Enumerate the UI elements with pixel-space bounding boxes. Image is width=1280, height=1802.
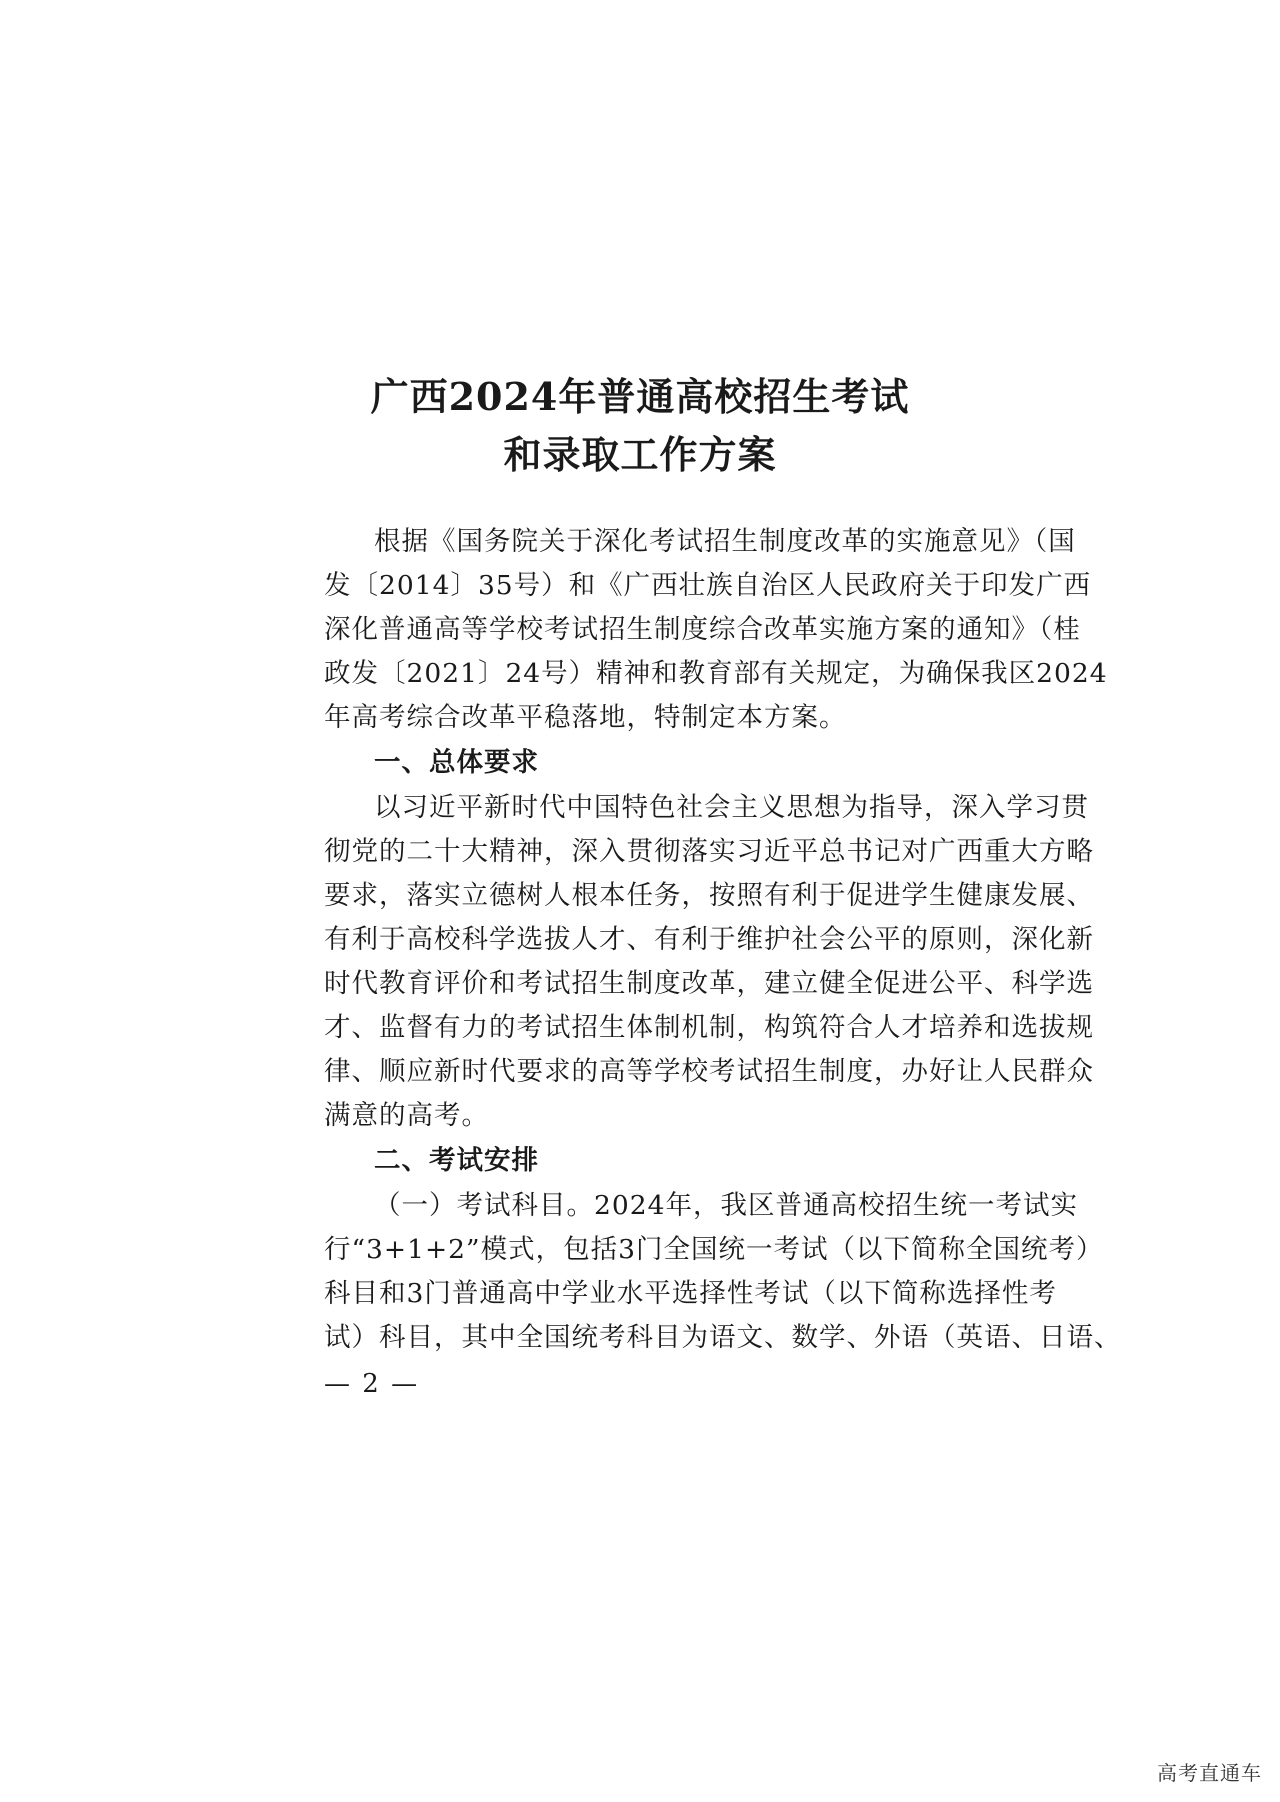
intro-line: 发〔2014〕35号）和《广西壮族自治区人民政府关于印发广西 bbox=[324, 570, 1092, 601]
intro-line: 年高考综合改革平稳落地，特制定本方案。 bbox=[324, 702, 847, 733]
section1-line: 律、顺应新时代要求的高等学校考试招生制度，办好让人民群众 bbox=[324, 1056, 1094, 1087]
intro-line: 政发〔2021〕24号）精神和教育部有关规定，为确保我区2024 bbox=[324, 658, 1108, 689]
section2-line: 行“3+1+2”模式，包括3门全国统一考试（以下简称全国统考） bbox=[324, 1234, 1104, 1265]
section1-line: 以习近平新时代中国特色社会主义思想为指导，深入学习贯 bbox=[374, 792, 1089, 823]
section-heading-exam-arrangement: 二、考试安排 bbox=[374, 1145, 539, 1176]
section2-line: 科目和3门普通高中学业水平选择性考试（以下简称选择性考 bbox=[324, 1278, 1057, 1309]
watermark-text: 高考直通车 bbox=[1157, 1761, 1262, 1785]
document-title-line-1: 广西2024年普通高校招生考试 bbox=[370, 374, 910, 419]
section1-line: 才、监督有力的考试招生体制机制，构筑符合人才培养和选拔规 bbox=[324, 1012, 1094, 1043]
intro-line: 根据《国务院关于深化考试招生制度改革的实施意见》（国 bbox=[374, 526, 1076, 557]
section-heading-general-requirements: 一、总体要求 bbox=[374, 747, 539, 778]
page-number: — 2 — bbox=[324, 1369, 420, 1399]
section1-line: 有利于高校科学选拔人才、有利于维护社会公平的原则，深化新 bbox=[324, 924, 1094, 955]
section2-line: 试）科目，其中全国统考科目为语文、数学、外语（英语、日语、 bbox=[324, 1322, 1122, 1353]
section2-line: （一）考试科目。2024年，我区普通高校招生统一考试实 bbox=[374, 1190, 1078, 1221]
document-title-line-2: 和录取工作方案 bbox=[503, 432, 777, 477]
section1-line: 要求，落实立德树人根本任务，按照有利于促进学生健康发展、 bbox=[324, 880, 1094, 911]
intro-line: 深化普通高等学校考试招生制度综合改革实施方案的通知》（桂 bbox=[324, 614, 1081, 645]
section1-line: 时代教育评价和考试招生制度改革，建立健全促进公平、科学选 bbox=[324, 968, 1094, 999]
section1-line: 满意的高考。 bbox=[324, 1100, 489, 1131]
section1-line: 彻党的二十大精神，深入贯彻落实习近平总书记对广西重大方略 bbox=[324, 836, 1094, 867]
